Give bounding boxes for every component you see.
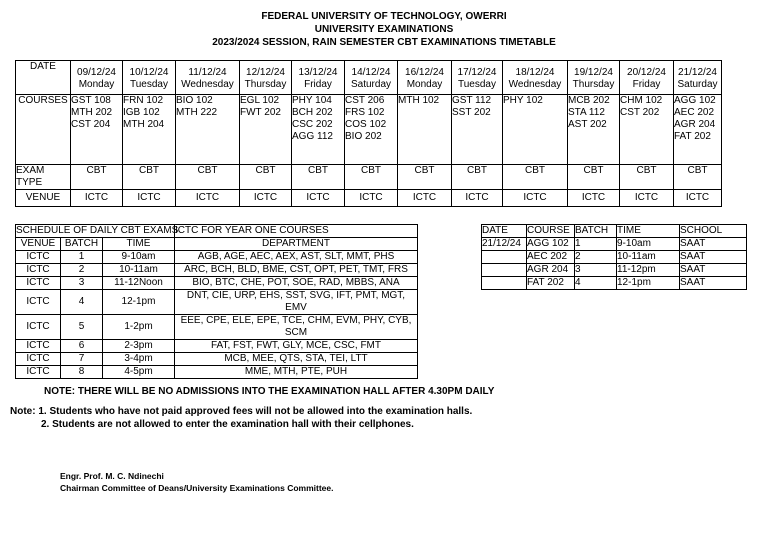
venue-cell: ICTC — [674, 190, 722, 207]
schedule-department: DNT, CIE, URP, EHS, SST, SVG, IFT, PMT, MGT, EMV — [175, 290, 418, 315]
schedule-row — [16, 277, 418, 290]
schedule-row — [16, 353, 418, 366]
course-code: FAT 202 — [674, 131, 711, 142]
courses-cell — [292, 95, 345, 165]
venue-cell: ICTC — [452, 190, 503, 207]
courses-cell — [240, 95, 292, 165]
side-school: SAAT — [680, 251, 747, 264]
side-course: AGG 102 — [527, 238, 575, 251]
schedule-batch: 5 — [61, 315, 103, 340]
schedule-venue: ICTC — [16, 366, 61, 379]
course-code: BIO 202 — [345, 131, 382, 142]
schedule-title: SCHEDULE OF DAILY CBT EXAMS — [16, 225, 179, 236]
courses-cell — [568, 95, 620, 165]
side-batch: 3 — [575, 264, 617, 277]
side-school: SAAT — [680, 264, 747, 277]
course-code: PHY 102 — [503, 95, 543, 106]
course-code: COS 102 — [345, 119, 387, 130]
exam-date: 12/12/24 — [246, 67, 285, 78]
exam-type-cell: CBT — [620, 165, 674, 190]
schedule-header: VENUE — [16, 238, 61, 251]
courses-row — [16, 95, 722, 165]
schedule-venue: ICTC — [16, 353, 61, 366]
schedule-time: 9-10am — [103, 251, 175, 264]
venue-cell: ICTC — [240, 190, 292, 207]
course-code: GST 112 — [452, 95, 492, 106]
exam-day: Tuesday — [130, 79, 168, 90]
date-cell — [674, 61, 722, 95]
exam-date: 20/12/24 — [627, 67, 666, 78]
exam-day: Thursday — [572, 79, 615, 90]
header-exams: UNIVERSITY EXAMINATIONS — [314, 24, 454, 35]
venue-cell: ICTC — [71, 190, 123, 207]
venue-cell: ICTC — [345, 190, 398, 207]
schedule-row — [16, 315, 418, 340]
schedule-row — [16, 251, 418, 264]
date-cell — [123, 61, 176, 95]
schedule-time: 1-2pm — [103, 315, 175, 340]
schedule-batch: 3 — [61, 277, 103, 290]
schedule-row — [16, 366, 418, 379]
schedule-department: MME, MTH, PTE, PUH — [175, 366, 418, 379]
venue-cell: ICTC — [123, 190, 176, 207]
course-code: CST 206 — [345, 95, 385, 106]
course-code: SST 202 — [452, 107, 491, 118]
side-time: 10-11am — [617, 251, 680, 264]
exam-day: Monday — [406, 79, 443, 90]
side-date-empty — [482, 251, 527, 264]
side-header-row — [482, 225, 747, 238]
exam-date: 17/12/24 — [457, 67, 497, 78]
signatory-title: Chairman Committee of Deans/University Examinations Committee. — [60, 483, 334, 493]
schedule-department: ARC, BCH, BLD, BME, CST, OPT, PET, TMT, FRS — [175, 264, 418, 277]
course-code: AGG 112 — [292, 131, 333, 142]
exam-type-cell: CBT — [452, 165, 503, 190]
exam-date: 21/12/24 — [678, 67, 717, 78]
side-header: COURSE — [527, 225, 575, 238]
schedule-venue: ICTC — [16, 251, 61, 264]
date-cell — [345, 61, 398, 95]
note-fees: Note: 1. Students who have not paid approved fees will not be allowed into the examination halls. — [10, 406, 473, 417]
exam-date: 14/12/24 — [351, 67, 391, 78]
courses-cell — [452, 95, 503, 165]
exam-date: 11/12/24 — [188, 67, 227, 78]
schedule-venue: ICTC — [16, 340, 61, 353]
exam-type-row — [16, 165, 722, 190]
schedule-department: EEE, CPE, ELE, EPE, TCE, CHM, EVM, PHY, CYB, SCM — [175, 315, 418, 340]
side-header: BATCH — [575, 225, 617, 238]
note-cellphones: 2. Students are not allowed to enter the examination hall with their cellphones. — [41, 419, 414, 430]
schedule-header: DEPARTMENT — [175, 238, 418, 251]
exam-day: Friday — [304, 79, 332, 90]
side-batch: 1 — [575, 238, 617, 251]
date-cell — [398, 61, 452, 95]
course-code: MTH 202 — [71, 107, 113, 118]
schedule-time: 4-5pm — [103, 366, 175, 379]
side-school: SAAT — [680, 238, 747, 251]
side-header: TIME — [617, 225, 680, 238]
course-code: CST 202 — [620, 107, 660, 118]
course-code: AGR 204 — [674, 119, 716, 130]
date-cell — [240, 61, 292, 95]
exam-date: 18/12/24 — [515, 67, 555, 78]
date-cell — [292, 61, 345, 95]
side-date-empty — [482, 264, 527, 277]
date-cell — [176, 61, 240, 95]
side-time: 9-10am — [617, 238, 680, 251]
side-batch: 2 — [575, 251, 617, 264]
side-row — [482, 251, 747, 264]
course-code: MTH 222 — [176, 107, 218, 118]
schedule-department: FAT, FST, FWT, GLY, MCE, CSC, FMT — [175, 340, 418, 353]
schedule-venue: ICTC — [16, 315, 61, 340]
date-cell — [503, 61, 568, 95]
course-code: AST 202 — [568, 119, 607, 130]
exam-date: 19/12/24 — [574, 67, 613, 78]
schedule-department: AGB, AGE, AEC, AEX, AST, SLT, MMT, PHS — [175, 251, 418, 264]
course-code: FRN 102 — [123, 95, 164, 106]
schedule-batch: 7 — [61, 353, 103, 366]
courses-label: COURSES — [16, 95, 71, 165]
exam-type-cell: CBT — [345, 165, 398, 190]
exam-day: Thursday — [244, 79, 287, 90]
schedule-title-row — [16, 225, 418, 238]
exam-type-cell: CBT — [503, 165, 568, 190]
exam-day: Saturday — [677, 79, 718, 90]
side-row — [482, 277, 747, 290]
side-batch: 4 — [575, 277, 617, 290]
course-code: PHY 104 — [292, 95, 332, 106]
side-date: 21/12/24 — [482, 238, 527, 251]
course-code: MTH 204 — [123, 119, 165, 130]
daily-schedule-table — [15, 224, 418, 379]
venue-cell: ICTC — [620, 190, 674, 207]
exam-timetable — [15, 60, 722, 207]
courses-cell — [398, 95, 452, 165]
exam-day: Monday — [78, 79, 115, 90]
course-code: IGB 102 — [123, 107, 160, 118]
signatory-name: Engr. Prof. M. C. Ndinechi — [60, 471, 164, 481]
exam-day: Tuesday — [458, 79, 496, 90]
course-code: CSC 202 — [292, 119, 333, 130]
schedule-time: 12-1pm — [103, 290, 175, 315]
header-university: FEDERAL UNIVERSITY OF TECHNOLOGY, OWERRI — [261, 11, 507, 22]
course-code: EGL 102 — [240, 95, 280, 106]
exam-day: Wednesday — [181, 79, 234, 90]
schedule-row — [16, 340, 418, 353]
admission-note: NOTE: THERE WILL BE NO ADMISSIONS INTO THE EXAMINATION HALL AFTER 4.30PM DAILY — [44, 386, 495, 397]
course-code: MTH 102 — [398, 95, 440, 106]
course-code: AGG 102 — [674, 95, 716, 106]
exam-type-cell: CBT — [176, 165, 240, 190]
header-session: 2023/2024 SESSION, RAIN SEMESTER CBT EXAMINATIONS TIMETABLE — [212, 37, 556, 48]
course-code: MCB 202 — [568, 95, 610, 106]
courses-cell — [620, 95, 674, 165]
exam-day: Saturday — [350, 79, 392, 90]
side-course: AEC 202 — [527, 251, 575, 264]
course-code: BIO 102 — [176, 95, 213, 106]
date-cell — [620, 61, 674, 95]
schedule-header-row — [16, 238, 418, 251]
schedule-subtitle: ICTC FOR YEAR ONE COURSES — [175, 225, 418, 238]
course-code: AEC 202 — [674, 107, 715, 118]
courses-cell — [176, 95, 240, 165]
exam-type-cell: CBT — [123, 165, 176, 190]
venue-cell: ICTC — [503, 190, 568, 207]
date-label: DATE — [16, 61, 71, 95]
schedule-venue: ICTC — [16, 264, 61, 277]
schedule-batch: 8 — [61, 366, 103, 379]
venue-cell: ICTC — [292, 190, 345, 207]
side-course: FAT 202 — [527, 277, 575, 290]
date-row — [16, 61, 722, 95]
exam-type-cell: CBT — [71, 165, 123, 190]
side-time: 12-1pm — [617, 277, 680, 290]
exam-day: Wednesday — [508, 79, 562, 90]
exam-date: 16/12/24 — [405, 67, 444, 78]
side-date-empty — [482, 277, 527, 290]
schedule-batch: 2 — [61, 264, 103, 277]
schedule-department: BIO, BTC, CHE, POT, SOE, RAD, MBBS, ANA — [175, 277, 418, 290]
exam-type-cell: CBT — [292, 165, 345, 190]
schedule-header: TIME — [103, 238, 175, 251]
exam-type-label: EXAM TYPE — [16, 165, 71, 190]
side-time: 11-12pm — [617, 264, 680, 277]
schedule-batch: 6 — [61, 340, 103, 353]
courses-cell — [345, 95, 398, 165]
course-code: STA 112 — [568, 107, 605, 118]
schedule-time: 2-3pm — [103, 340, 175, 353]
schedule-header: BATCH — [61, 238, 103, 251]
course-code: CHM 102 — [620, 95, 663, 106]
schedule-time: 11-12Noon — [103, 277, 175, 290]
exam-type-cell: CBT — [568, 165, 620, 190]
exam-day: Friday — [632, 79, 661, 90]
exam-date: 13/12/24 — [298, 67, 338, 78]
exam-date: 09/12/24 — [77, 67, 116, 78]
side-row — [482, 264, 747, 277]
venue-label: VENUE — [16, 190, 71, 207]
course-code: FRS 102 — [345, 107, 385, 118]
exam-type-cell: CBT — [240, 165, 292, 190]
side-course: AGR 204 — [527, 264, 575, 277]
schedule-venue: ICTC — [16, 290, 61, 315]
venue-cell: ICTC — [398, 190, 452, 207]
schedule-venue: ICTC — [16, 277, 61, 290]
course-code: GST 108 — [71, 95, 111, 106]
special-date-table — [481, 224, 747, 290]
schedule-row — [16, 264, 418, 277]
course-code: BCH 202 — [292, 107, 333, 118]
schedule-time: 3-4pm — [103, 353, 175, 366]
side-header: SCHOOL — [680, 225, 747, 238]
date-cell — [452, 61, 503, 95]
schedule-batch: 1 — [61, 251, 103, 264]
courses-cell — [674, 95, 722, 165]
exam-type-cell: CBT — [674, 165, 722, 190]
side-header: DATE — [482, 225, 527, 238]
venue-row — [16, 190, 722, 207]
exam-date: 10/12/24 — [129, 67, 169, 78]
side-school: SAAT — [680, 277, 747, 290]
venue-cell: ICTC — [176, 190, 240, 207]
schedule-department: MCB, MEE, QTS, STA, TEI, LTT — [175, 353, 418, 366]
courses-cell — [123, 95, 176, 165]
exam-type-cell: CBT — [398, 165, 452, 190]
courses-cell — [71, 95, 123, 165]
schedule-batch: 4 — [61, 290, 103, 315]
venue-cell: ICTC — [568, 190, 620, 207]
course-code: CST 204 — [71, 119, 111, 130]
date-cell — [71, 61, 123, 95]
schedule-time: 10-11am — [103, 264, 175, 277]
course-code: FWT 202 — [240, 107, 281, 118]
schedule-row — [16, 290, 418, 315]
courses-cell — [503, 95, 568, 165]
side-row — [482, 238, 747, 251]
date-cell — [568, 61, 620, 95]
